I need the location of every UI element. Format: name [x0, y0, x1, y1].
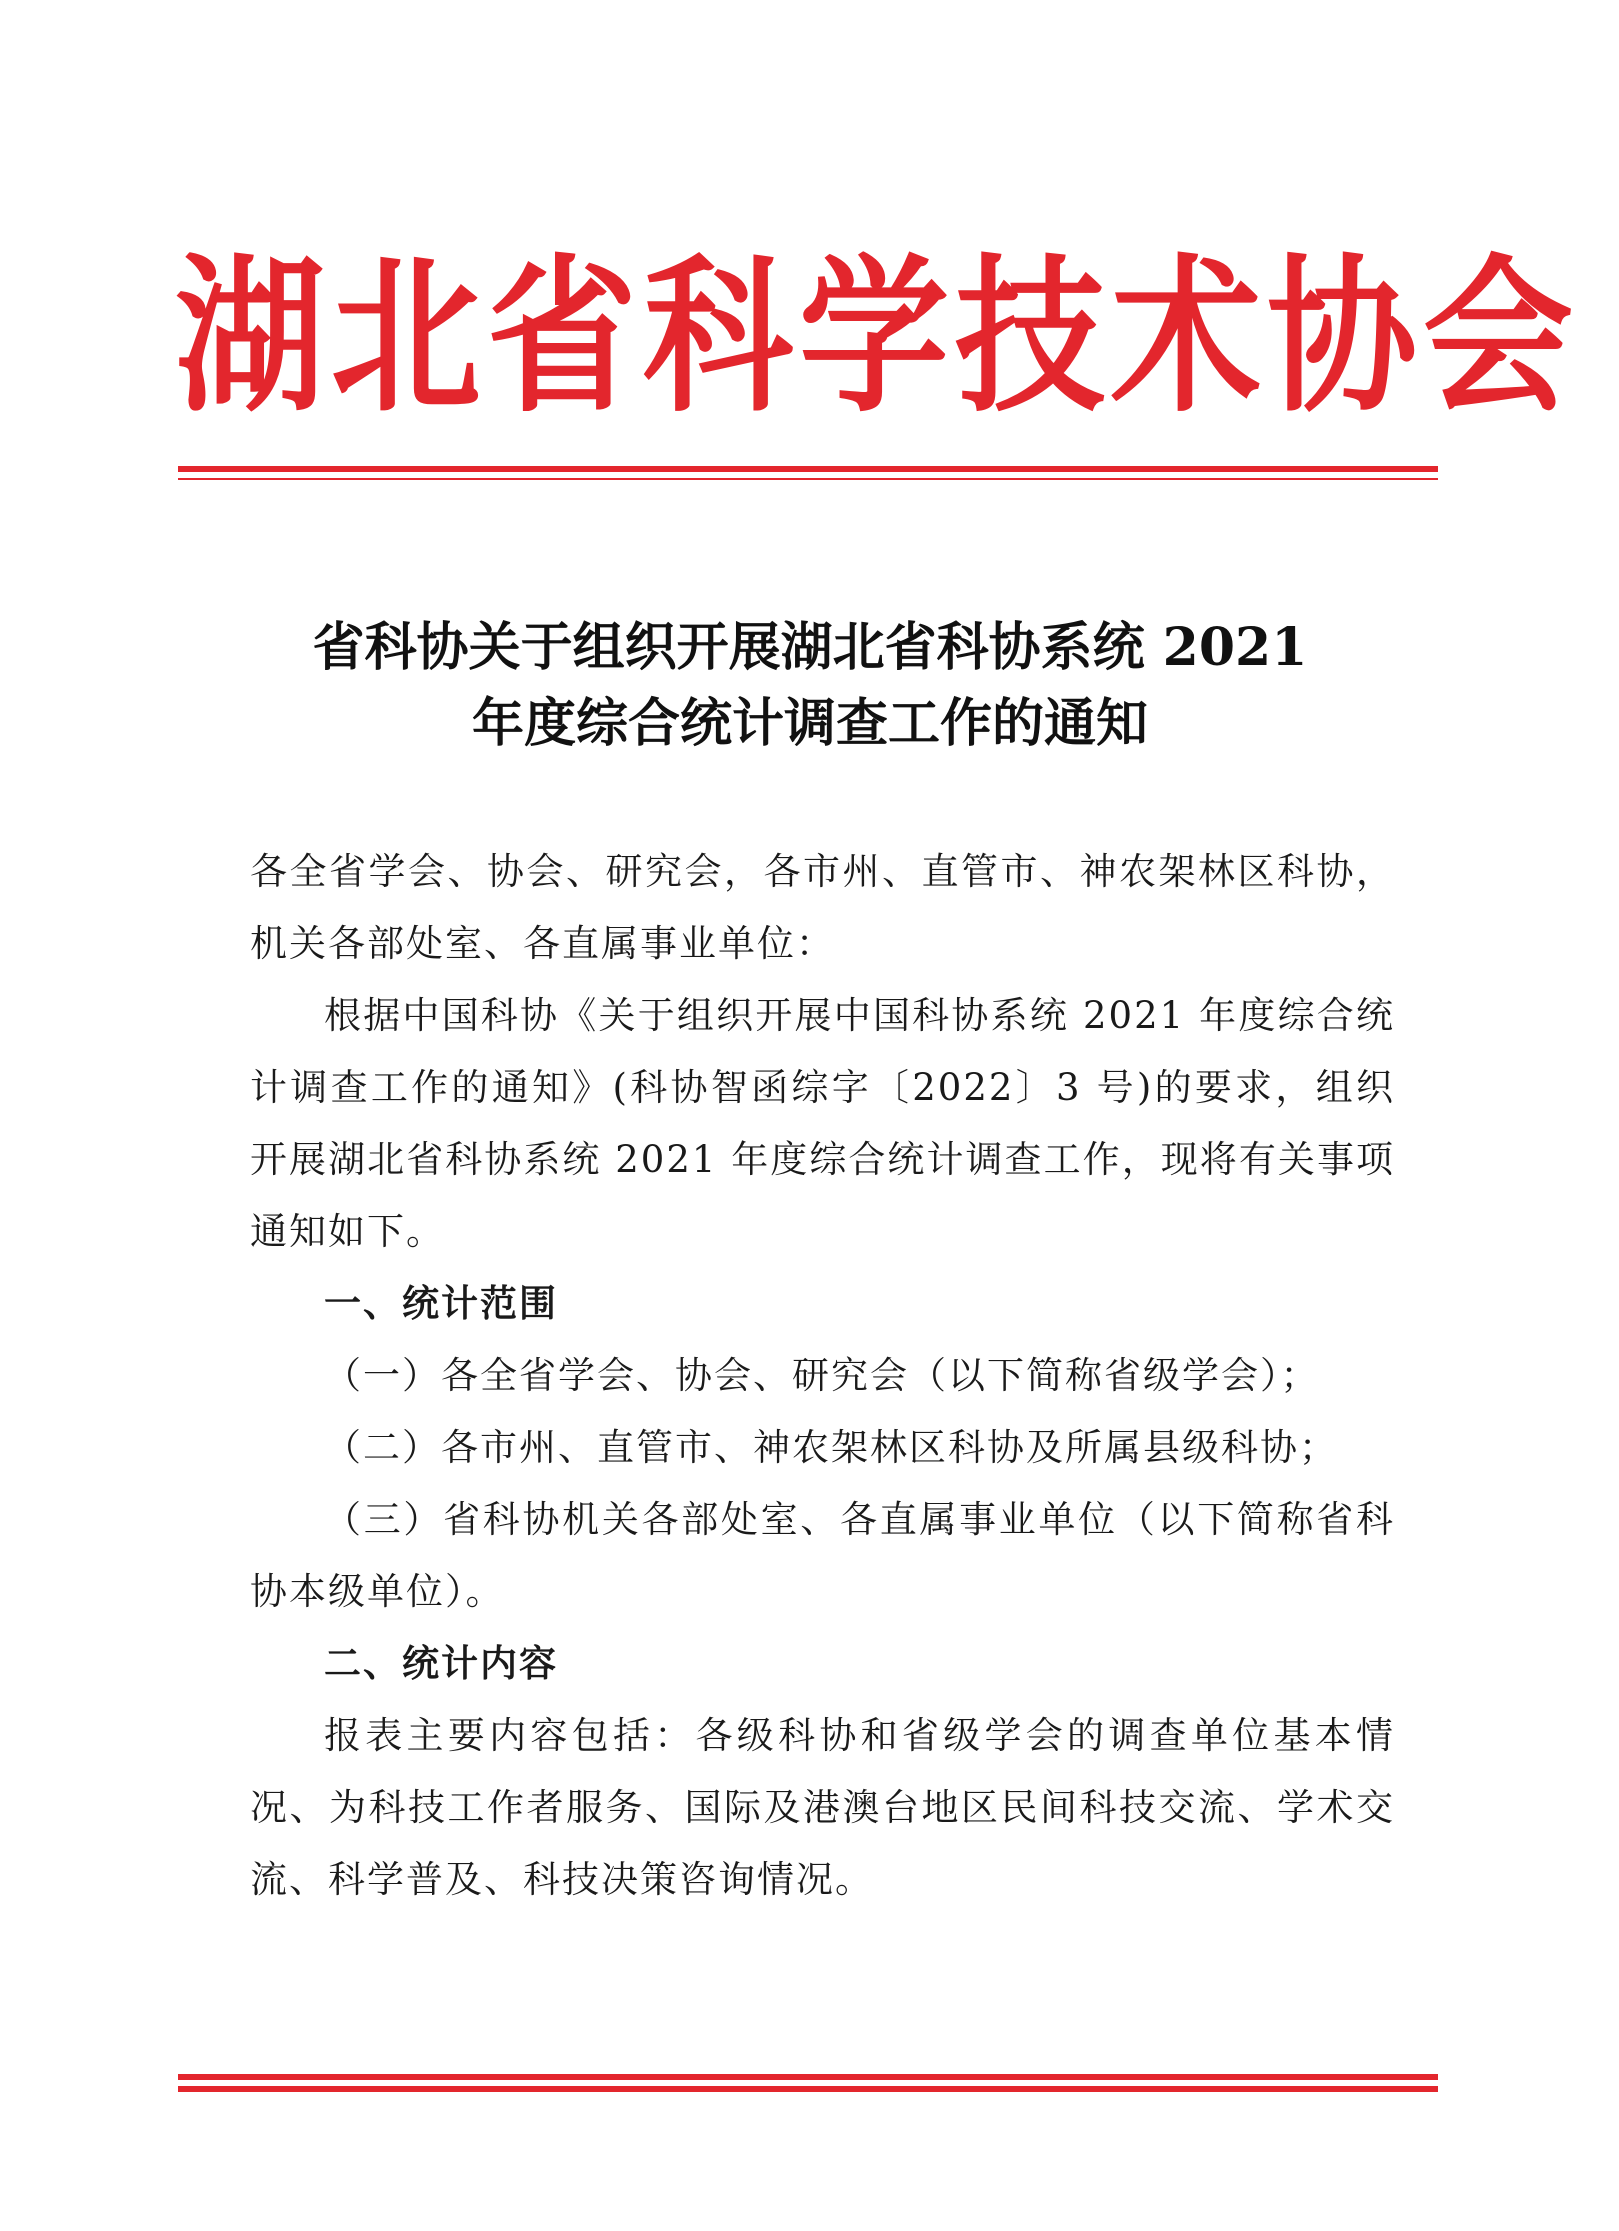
section-1-item-1: （一）各全省学会、协会、研究会（以下简称省级学会）； — [324, 1354, 1320, 1397]
document-title-line-2: 年度综合统计调查工作的通知 — [471, 693, 1148, 754]
section-1-item-2: （二）各市州、直管市、神农架林区科协及所属县级科协； — [324, 1426, 1338, 1469]
footer-rule-thick — [178, 2074, 1438, 2080]
section-1-heading: 一、统计范围 — [324, 1282, 558, 1325]
salutation: 各全省学会、协会、研究会，各市州、直管市、神农架林区科协，机关各部处室、各直属事业单位： — [250, 850, 1395, 965]
section-1-item-3: （三）省科协机关各部处室、各直属事业单位（以下简称省科协本级单位）。 — [250, 1498, 1395, 1613]
organization-letterhead: 湖北省科学技术协会 — [175, 240, 1580, 436]
document-title-line-1: 省科协关于组织开展湖北省科协系统 2021 — [312, 617, 1308, 678]
footer-rule-thick-2 — [178, 2086, 1438, 2092]
letterhead-rule-thick — [178, 466, 1438, 472]
document-title — [250, 610, 1370, 762]
letterhead-rule-thin — [178, 478, 1438, 480]
section-2-heading: 二、统计内容 — [324, 1642, 558, 1685]
document-body — [250, 836, 1395, 1916]
section-2-text: 报表主要内容包括：各级科协和省级学会的调查单位基本情况、为科技工作者服务、国际及港澳台地区民间科技交流、学术交流、科学普及、科技决策咨询情况。 — [250, 1714, 1395, 1901]
intro-paragraph: 根据中国科协《关于组织开展中国科协系统 2021 年度综合统计调查工作的通知》(科协智函综字〔2022〕3 号)的要求，组织开展湖北省科协系统 2021 年度综合统计调查工作，现将有关事项通知如下。 — [250, 994, 1395, 1253]
